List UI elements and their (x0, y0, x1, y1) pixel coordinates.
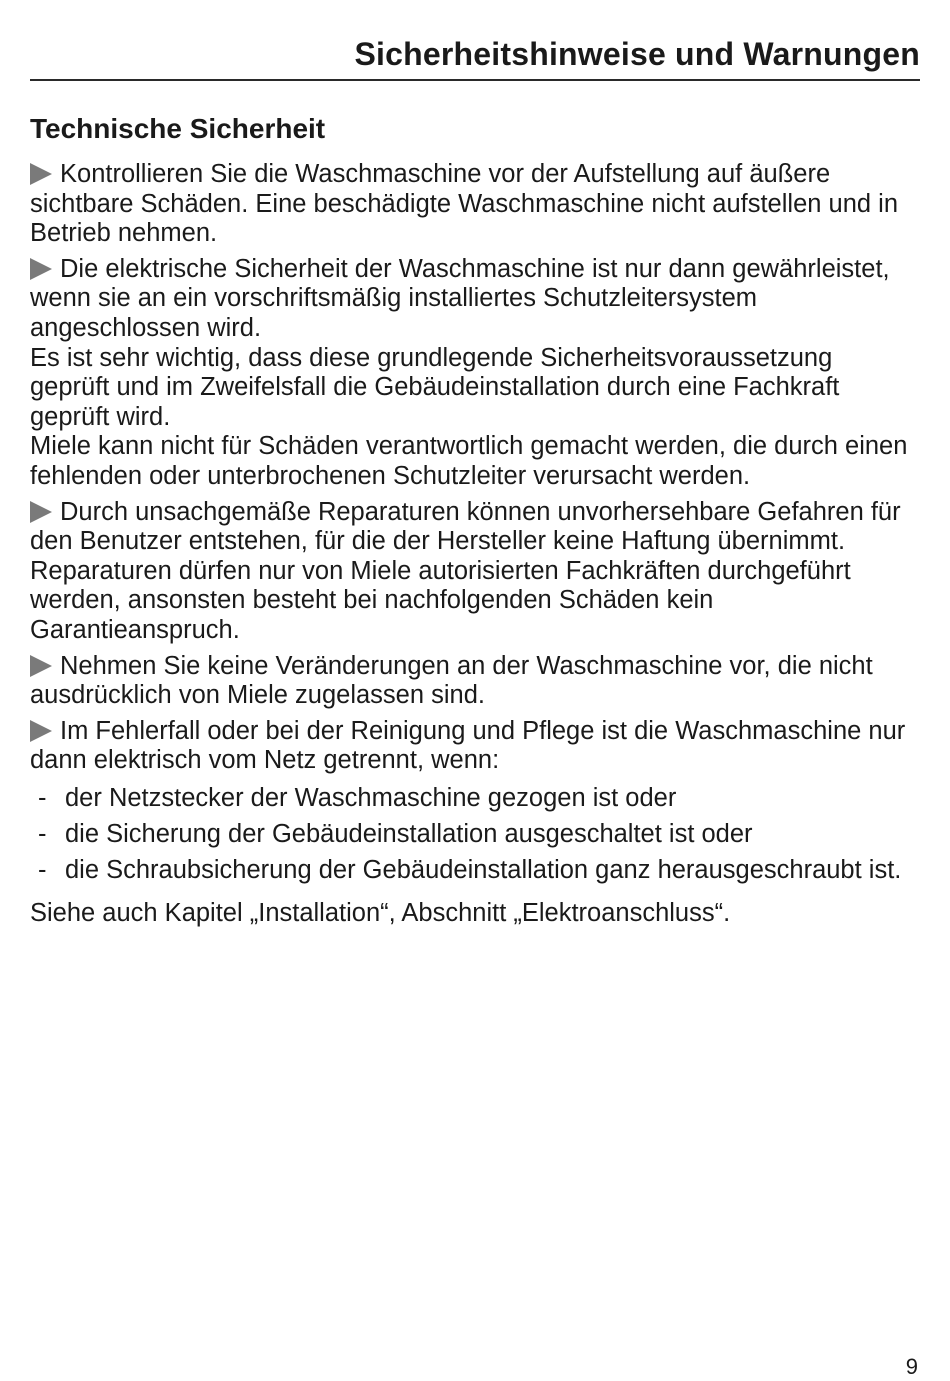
paragraph-text: Es ist sehr wichtig, dass diese grundlegende Sicherheitsvoraussetzung geprüft und im Zweifelsfall die Gebäudeinstallation durch eine Fachkraft geprüft wird. (30, 343, 840, 431)
warning-paragraph (30, 160, 910, 249)
paragraph-text: Miele kann nicht für Schäden verantwortlich gemacht werden, die durch einen fehlenden oder unterbrochenen Schutzleiter verursacht werden. (30, 432, 908, 490)
main-content (30, 112, 910, 953)
continuation-paragraph (30, 432, 910, 491)
continuation-paragraph (30, 344, 910, 433)
list-item (30, 782, 910, 814)
section-title: Technische Sicherheit (30, 113, 326, 144)
paragraph-text: Im Fehlerfall oder bei der Reinigung und Pflege ist die Waschmaschine nur dann elektrisch vom Netz getrennt, wenn: (30, 716, 906, 775)
condition-list (30, 782, 910, 886)
page-number: 9 (905, 1354, 918, 1379)
paragraph-text: Nehmen Sie keine Veränderungen an der Waschmaschine vor, die nicht ausdrücklich von Miele zugelassen sind. (30, 651, 873, 710)
warning-triangle-icon (30, 258, 52, 280)
list-item-text: der Netzstecker der Waschmaschine gezogen ist oder (65, 783, 677, 812)
warning-triangle-icon (30, 720, 52, 742)
warning-triangle-icon (30, 163, 52, 185)
warning-paragraph (30, 717, 910, 776)
dash-marker: - (38, 855, 47, 884)
warning-paragraph (30, 498, 910, 646)
dash-marker: - (38, 783, 47, 812)
cross-reference-note: Siehe auch Kapitel „Installation“, Abschnitt „Elektroanschluss“. (30, 898, 731, 927)
paragraph-text: Die elektrische Sicherheit der Waschmaschine ist nur dann gewährleistet, wenn sie an ein vorschriftsmäßig installiertes Schutzleitersystem angeschlossen wird. (30, 254, 890, 342)
list-item (30, 854, 910, 886)
list-item-text: die Schraubsicherung der Gebäudeinstallation ganz herausgeschraubt ist. (65, 855, 902, 884)
paragraph-text: Kontrollieren Sie die Waschmaschine vor der Aufstellung auf äußere sichtbare Schäden. Eine beschädigte Waschmaschine nicht aufstellen und in Betrieb nehmen. (30, 160, 898, 248)
page-header (30, 36, 920, 81)
warning-paragraph (30, 652, 910, 711)
warning-triangle-icon (30, 655, 52, 677)
list-item (30, 818, 910, 850)
dash-marker: - (38, 819, 47, 848)
chapter-title: Sicherheitshinweise und Warnungen (354, 36, 920, 72)
warning-triangle-icon (30, 501, 52, 523)
paragraph-text: Durch unsachgemäße Reparaturen können unvorhersehbare Gefahren für den Benutzer entstehen, für die der Hersteller keine Haftung übernimmt. Reparaturen dürfen nur von Miele autorisierten Fachkräften durchgeführt werden, ansonsten besteht bei nachfolgenden Schäden kein Garantieanspruch. (30, 497, 901, 644)
warning-paragraph (30, 255, 910, 344)
list-item-text: die Sicherung der Gebäudeinstallation ausgeschaltet ist oder (65, 819, 753, 848)
